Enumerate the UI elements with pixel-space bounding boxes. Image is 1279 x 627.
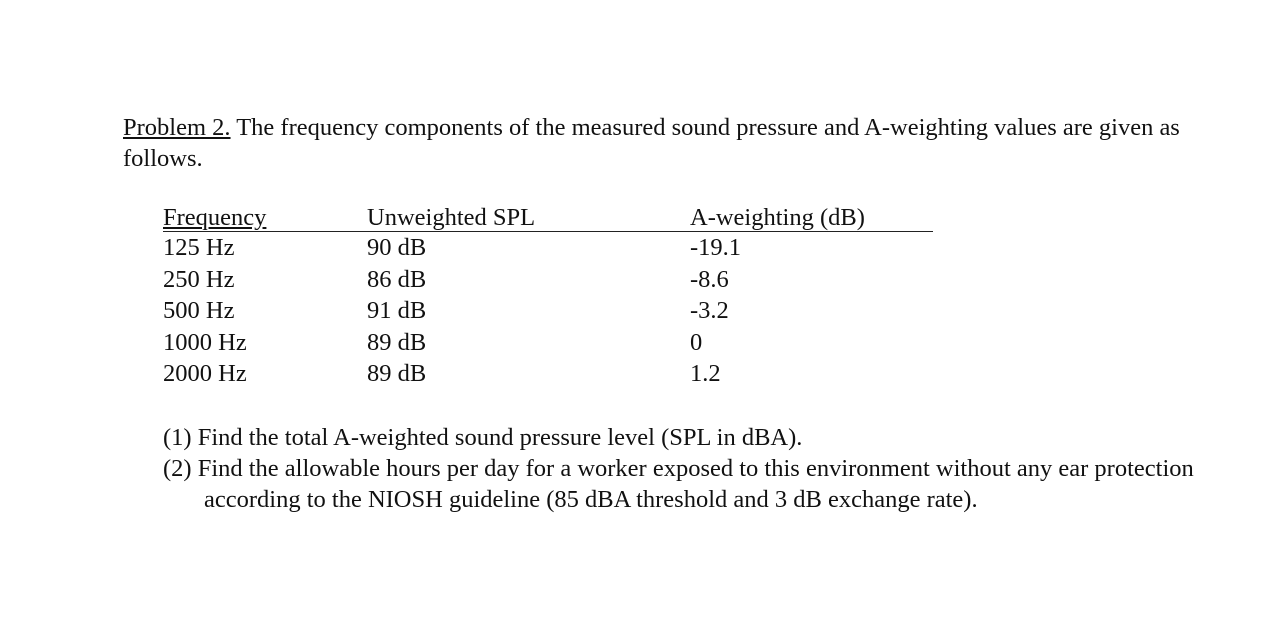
- table-cell: 90 dB: [367, 234, 427, 261]
- table-header: [163, 203, 933, 232]
- header-frequency: Frequency: [163, 204, 267, 231]
- header-a-weighting: A-weighting (dB): [690, 204, 865, 231]
- table-cell: 500 Hz: [163, 297, 235, 324]
- header-spl: Unweighted SPL: [367, 204, 536, 231]
- table-cell: 250 Hz: [163, 265, 235, 293]
- problem-label: Problem 2.: [123, 114, 231, 141]
- table-cell: 2000 Hz: [163, 360, 247, 387]
- table-cell: 125 Hz: [163, 234, 235, 261]
- problem-statement: [123, 112, 1183, 174]
- data-table: [163, 203, 933, 390]
- question-1: (1) Find the total A-weighted sound pressure level (SPL in dBA).: [163, 424, 803, 451]
- table-cell: 0: [690, 328, 703, 356]
- table-row: [163, 358, 933, 390]
- table-cell: 1.2: [690, 360, 721, 387]
- problem-text: The frequency components of the measured sound pressure and A-weighting values are given as follows.: [123, 114, 1180, 172]
- table-cell: -8.6: [690, 265, 729, 293]
- table-cell: -19.1: [690, 234, 742, 261]
- table-row: [163, 327, 933, 359]
- table-cell: 89 dB: [367, 328, 427, 356]
- table-row: [163, 295, 933, 327]
- table-row: [163, 264, 933, 296]
- table-cell: 1000 Hz: [163, 328, 247, 356]
- question-2: (2) Find the allowable hours per day for a worker exposed to this environment without any ear protection according to the NIOSH guideline (85 dBA threshold and 3 dB exchange rate).: [163, 455, 1194, 513]
- table-cell: 86 dB: [367, 265, 427, 293]
- table-row: [163, 232, 933, 264]
- table-cell: -3.2: [690, 297, 729, 324]
- table-cell: 91 dB: [367, 297, 427, 324]
- table-cell: 89 dB: [367, 360, 427, 387]
